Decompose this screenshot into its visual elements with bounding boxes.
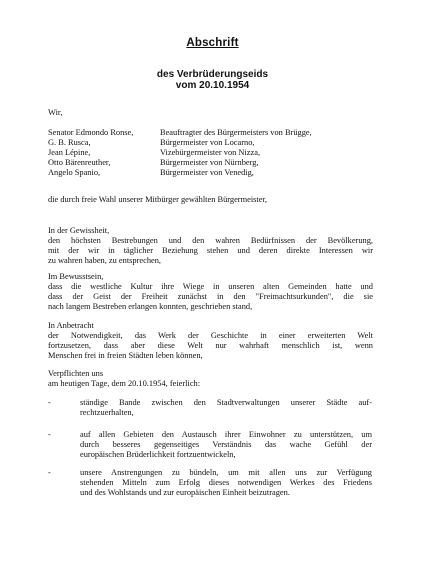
bullet-item <box>80 398 372 418</box>
paragraph-awareness <box>48 272 373 312</box>
paragraph-line: mit der wir in täglicher Beziehung stehen und deren direkte Interessen wir <box>48 246 373 255</box>
paragraph-consideration <box>48 321 373 361</box>
bullet-item <box>80 430 372 460</box>
document-title: Abschrift <box>186 37 239 49</box>
signatory-role: Vizebürgermeister von Nizza, <box>160 148 261 157</box>
paragraph-line: den höchsten Bestrebungen und den wahren Bedürfnissen der Bevölkerung, <box>48 236 373 245</box>
signatory-name: Otto Bärenreuther, <box>48 158 111 167</box>
signatory-role: Bürgermeister von Nürnberg, <box>160 158 259 167</box>
paragraph-line: der Notwendigkeit, das Werk der Geschichte in einer erweiterten Welt <box>48 331 373 340</box>
paragraph-line: fortzusetzen, dass aber diese Welt nur wahrhaft menschlich ist, wenn <box>48 341 373 350</box>
bullet-line: stehenden Mitteln zum Erfolg dieses notwendigen Werkes des Friedens <box>80 478 372 487</box>
bullet-line: durch besseres gegenseitiges Verständnis das wache Gefühl der <box>80 440 372 449</box>
paragraph-heading: In Anbetracht <box>48 321 94 330</box>
bullet-line: und des Wohlstands und zur europäischen Einheit beizutragen. <box>80 488 290 497</box>
paragraph-line: zu wahren haben, zu entsprechen, <box>48 256 162 265</box>
paragraph-line: nach langem Bestreben erlangen konnten, geschrieben stand, <box>48 302 253 311</box>
bullet-line: rechtzuerhalten, <box>80 408 134 417</box>
paragraph-line: Menschen frei in freien Städten leben können, <box>48 351 203 360</box>
elected-line: die durch freie Wahl unserer Mitbürger gewählten Bürgermeister, <box>48 195 267 204</box>
paragraph-heading: In der Gewissheit, <box>48 226 110 235</box>
signatory-role: Bürgermeister von Locarno, <box>160 138 255 147</box>
document-subtitle-date: vom 20.10.1954 <box>175 80 250 91</box>
paragraph-heading: Verpflichten uns <box>48 369 104 378</box>
bullet-line: unsere Anstrengungen zu bündeln, um mit allen uns zur Verfügung <box>80 468 372 477</box>
bullet-line: europäischen Brüderlichkeit fortzuentwickeln, <box>80 450 236 459</box>
signatory-name: G. B. Rusca, <box>48 138 91 147</box>
bullet-item <box>80 468 372 498</box>
document-subtitle-line1: des Verbrüderungseids <box>156 69 269 80</box>
signatory-role: Bürgermeister von Venedig, <box>160 168 254 177</box>
bullet-marker: - <box>48 430 51 439</box>
paragraph-heading: Im Bewusstsein, <box>48 272 104 281</box>
paragraph-commitment <box>48 369 373 389</box>
bullet-line: auf allen Gebieten den Austausch ihrer Einwohner zu unterstützen, um <box>80 430 372 439</box>
bullet-marker: - <box>48 468 51 477</box>
salutation: Wir, <box>48 108 63 117</box>
paragraph-line: dass der Geist der Freiheit zunächst in den "Freimachtsurkunden", die sie <box>48 292 373 301</box>
signatory-name: Jean Lépine, <box>48 148 91 157</box>
bullet-line: ständige Bande zwischen den Stadtverwaltungen unserer Städte auf- <box>80 398 372 407</box>
paragraph-line: dass die westliche Kultur ihre Wiege in unseren alten Gemeinden hatte und <box>48 282 373 291</box>
signatory-name: Senator Edmondo Ronse, <box>48 128 134 137</box>
paragraph-certainty <box>48 226 373 266</box>
paragraph-line: am heutigen Tage, dem 20.10.1954, feierlich: <box>48 379 201 388</box>
signatory-role: Beauftragter des Bürgermeisters von Brügge, <box>160 128 312 137</box>
bullet-marker: - <box>48 398 51 407</box>
signatory-name: Angelo Spanio, <box>48 168 101 177</box>
